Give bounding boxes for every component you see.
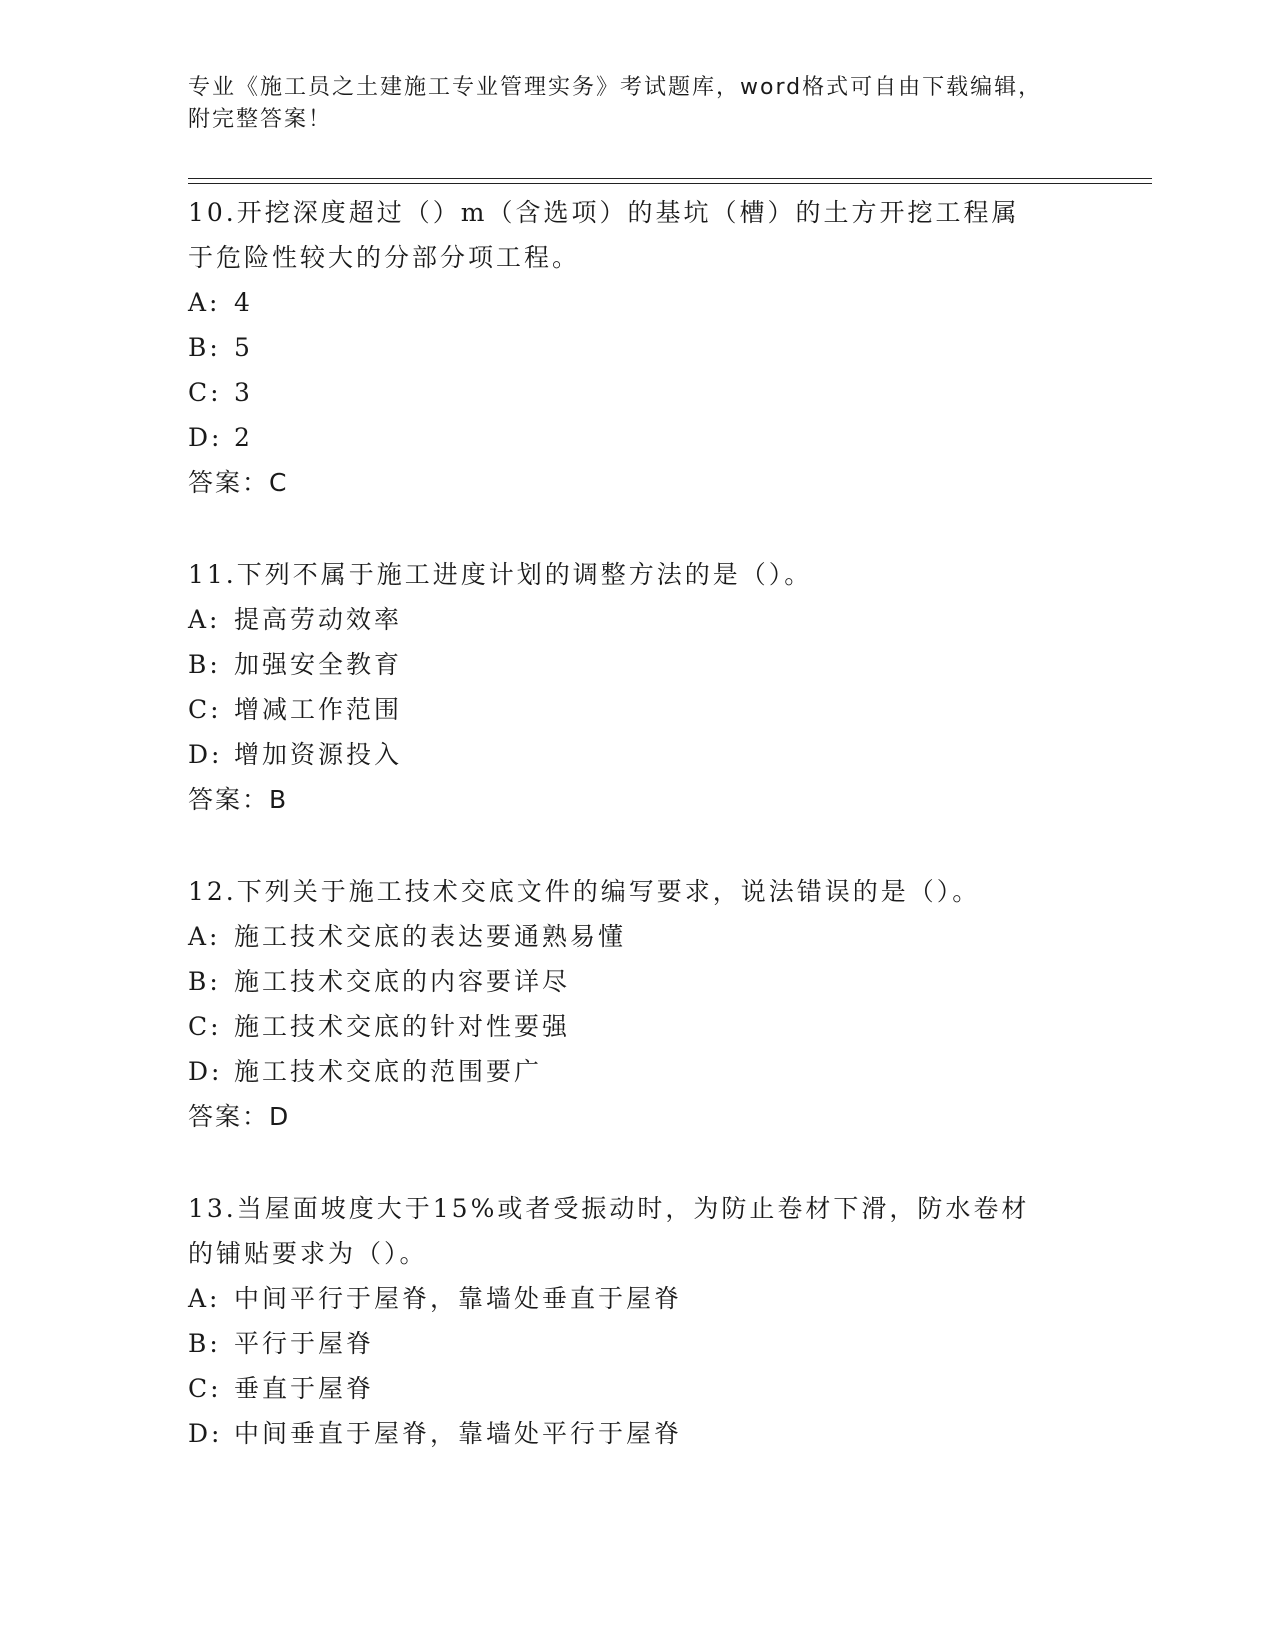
- option-a: [188, 597, 1088, 642]
- option-letter: B:: [188, 967, 221, 996]
- header-divider-bottom: [188, 183, 1152, 184]
- option-d: [188, 1049, 1088, 1094]
- document-header: [188, 72, 1088, 136]
- header-line-1: 专业《施工员之土建施工专业管理实务》考试题库，word格式可自由下载编辑，: [188, 75, 1043, 100]
- spacer: [188, 1139, 1088, 1184]
- question-list: [188, 188, 1088, 1456]
- option-text: 中间垂直于屋脊，靠墙处平行于屋脊: [234, 1419, 683, 1448]
- option-letter: D:: [188, 1057, 223, 1086]
- question-13: [188, 1186, 1088, 1456]
- answer-10: 答案：C: [188, 468, 289, 497]
- question-10: [188, 190, 1088, 460]
- option-letter: B:: [188, 1329, 221, 1358]
- question-text: 12.下列关于施工技术交底文件的编写要求，说法错误的是（）。: [188, 877, 981, 906]
- question-text: 13.当屋面坡度大于15%或者受振动时，为防止卷材下滑，防水卷材的铺贴要求为（）。: [188, 1194, 1030, 1268]
- option-letter: C:: [188, 695, 222, 724]
- option-letter: A:: [188, 1284, 221, 1313]
- option-text: 垂直于屋脊: [234, 1374, 375, 1403]
- option-d: [188, 1411, 1088, 1456]
- option-text: 2: [234, 423, 253, 452]
- option-b: [188, 642, 1088, 687]
- option-text: 增减工作范围: [234, 695, 403, 724]
- header-divider-top: [188, 178, 1152, 179]
- option-a: [188, 1276, 1088, 1321]
- option-letter: A:: [188, 288, 221, 317]
- question-11: [188, 552, 1088, 777]
- option-text: 增加资源投入: [234, 740, 403, 769]
- question-text: 11.下列不属于施工进度计划的调整方法的是（）。: [188, 560, 813, 589]
- answer-11: 答案：B: [188, 785, 289, 814]
- option-text: 施工技术交底的针对性要强: [234, 1012, 571, 1041]
- header-line-2: 附完整答案！: [188, 107, 333, 132]
- option-text: 4: [234, 288, 253, 317]
- option-text: 施工技术交底的内容要详尽: [234, 967, 571, 996]
- option-letter: B:: [188, 333, 221, 362]
- option-text: 施工技术交底的表达要通熟易懂: [234, 922, 627, 951]
- option-letter: D:: [188, 423, 223, 452]
- option-d: [188, 732, 1088, 777]
- option-text: 提高劳动效率: [234, 605, 403, 634]
- option-b: [188, 1321, 1088, 1366]
- question-text: 10.开挖深度超过（）m（含选项）的基坑（槽）的土方开挖工程属于危险性较大的分部分项工程。: [188, 198, 1020, 272]
- option-letter: D:: [188, 1419, 223, 1448]
- option-text: 平行于屋脊: [234, 1329, 375, 1358]
- spacer: [188, 822, 1088, 867]
- spacer: [188, 505, 1088, 550]
- option-letter: B:: [188, 650, 221, 679]
- option-c: [188, 687, 1088, 732]
- question-12: [188, 869, 1088, 1094]
- option-a: [188, 280, 1088, 325]
- option-d: [188, 415, 1088, 460]
- option-letter: C:: [188, 1012, 222, 1041]
- option-c: [188, 370, 1088, 415]
- option-text: 5: [234, 333, 253, 362]
- option-a: [188, 914, 1088, 959]
- option-text: 3: [234, 378, 253, 407]
- option-letter: D:: [188, 740, 223, 769]
- option-b: [188, 959, 1088, 1004]
- option-c: [188, 1004, 1088, 1049]
- option-letter: A:: [188, 605, 221, 634]
- option-text: 加强安全教育: [234, 650, 403, 679]
- option-letter: A:: [188, 922, 221, 951]
- option-c: [188, 1366, 1088, 1411]
- option-letter: C:: [188, 378, 222, 407]
- answer-12: 答案：D: [188, 1102, 291, 1131]
- option-text: 施工技术交底的范围要广: [234, 1057, 543, 1086]
- option-text: 中间平行于屋脊，靠墙处垂直于屋脊: [234, 1284, 683, 1313]
- option-letter: C:: [188, 1374, 222, 1403]
- option-b: [188, 325, 1088, 370]
